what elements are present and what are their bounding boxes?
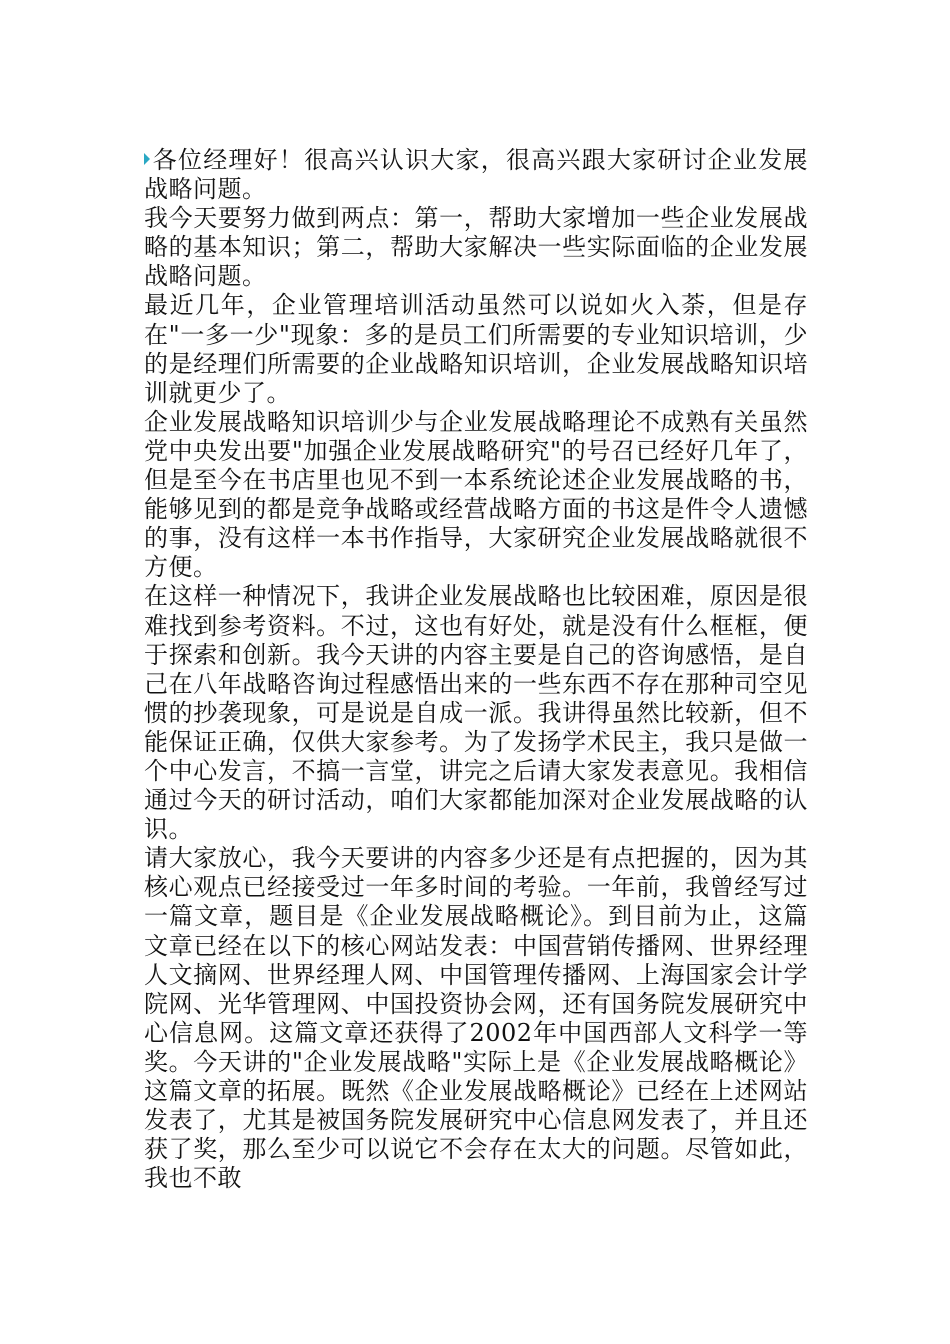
triangle-right-icon	[144, 153, 150, 165]
paragraph-3: 最近几年，企业管理培训活动虽然可以说如火入荼，但是存在"一多一少"现象：多的是员工们所需要的专业知识培训，少的是经理们所需要的企业战略知识培训，企业发展战略知识培训就更少了。	[144, 291, 808, 407]
paragraph-5: 在这样一种情况下，我讲企业发展战略也比较困难，原因是很难找到参考资料。不过，这也有好处，就是没有什么框框，便于探索和创新。我今天讲的内容主要是自己的咨询感悟，是自己在八年战略咨询过程感悟出来的一些东西不存在那种司空见惯的抄袭现象，可是说是自成一派。我讲得虽然比较新，但不能保证正确，仅供大家参考。为了发扬学术民主，我只是做一个中心发言，不搞一言堂，讲完之后请大家发表意见。我相信通过今天的研讨活动，咱们大家都能加深对企业发展战略的认识。	[144, 582, 808, 844]
paragraph-1-text: 各位经理好！很高兴认识大家，很高兴跟大家研讨企业发展战略问题。	[144, 146, 808, 204]
paragraph-2: 我今天要努力做到两点：第一，帮助大家增加一些企业发展战略的基本知识；第二，帮助大家解决一些实际面临的企业发展战略问题。	[144, 204, 808, 291]
paragraph-1	[144, 146, 808, 204]
paragraph-6: 请大家放心，我今天要讲的内容多少还是有点把握的，因为其核心观点已经接受过一年多时间的考验。一年前，我曾经写过一篇文章，题目是《企业发展战略概论》。到目前为止，这篇文章已经在以下的核心网站发表：中国营销传播网、世界经理人文摘网、世界经理人网、中国管理传播网、上海国家会计学院网、光华管理网、中国投资协会网，还有国务院发展研究中心信息网。这篇文章还获得了2002年中国西部人文科学一等奖。今天讲的"企业发展战略"实际上是《企业发展战略概论》这篇文章的拓展。既然《企业发展战略概论》已经在上述网站发表了，尤其是被国务院发展研究中心信息网发表了，并且还获了奖，那么至少可以说它不会存在太大的问题。尽管如此，我也不敢	[144, 844, 808, 1193]
body-text	[144, 146, 808, 1193]
paragraph-4: 企业发展战略知识培训少与企业发展战略理论不成熟有关虽然党中央发出要"加强企业发展战略研究"的号召已经好几年了，但是至今在书店里也见不到一本系统论述企业发展战略的书，能够见到的都是竞争战略或经营战略方面的书这是件令人遗憾的事，没有这样一本书作指导，大家研究企业发展战略就很不方便。	[144, 407, 808, 582]
